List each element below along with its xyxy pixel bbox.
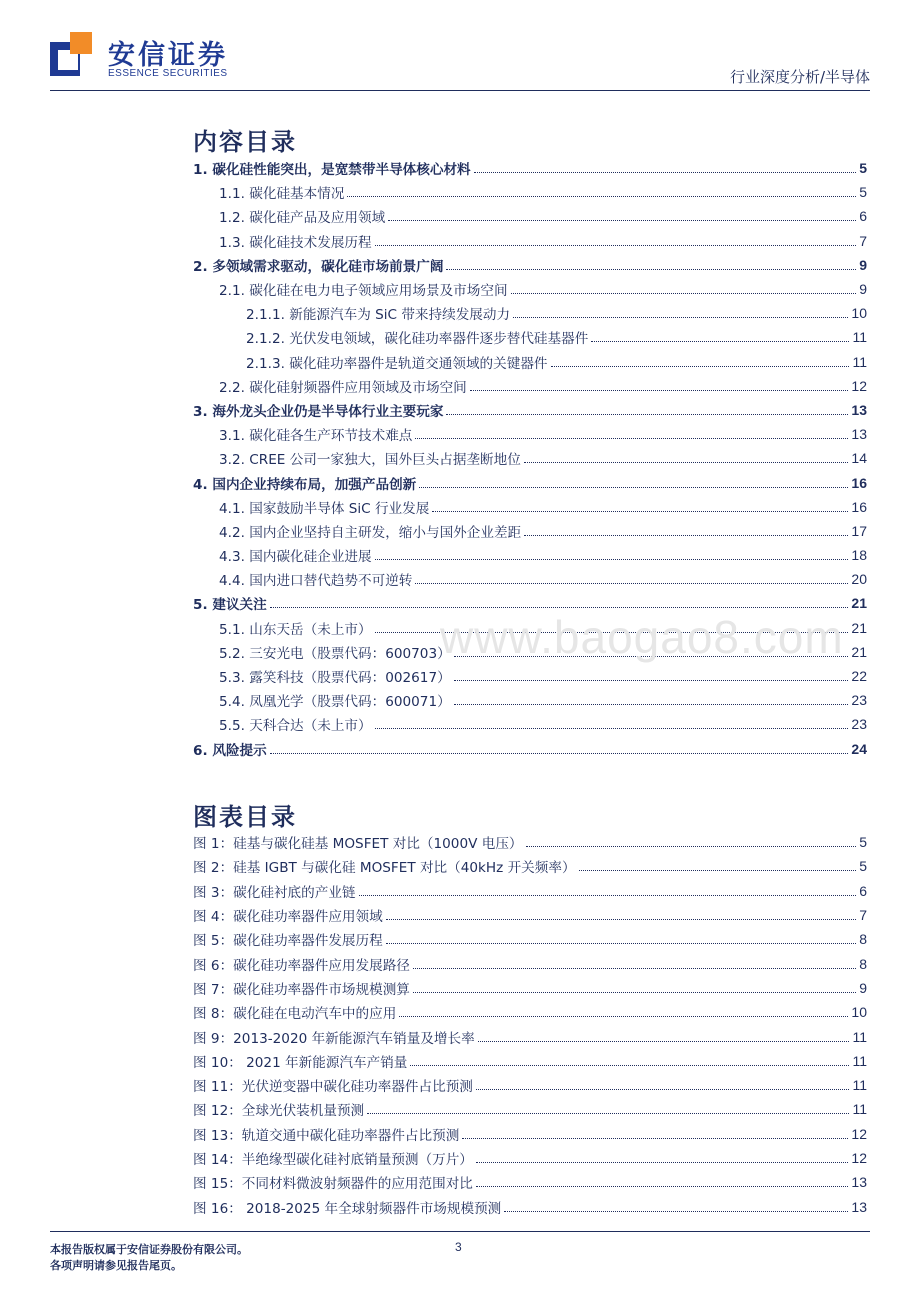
- figure-entry-page: 7: [859, 907, 867, 924]
- figure-entry-label: 图 8：碳化硅在电动汽车中的应用: [193, 1006, 397, 1023]
- toc-entry-page: 23: [851, 716, 867, 733]
- figure-entry[interactable]: [193, 927, 867, 951]
- figure-entry[interactable]: [193, 1049, 867, 1073]
- toc-entry-page: 9: [859, 256, 867, 273]
- dot-leader: [524, 534, 848, 536]
- figure-entry-page: 10: [851, 1004, 867, 1021]
- toc-list: [193, 156, 867, 761]
- dot-leader: [270, 606, 849, 608]
- figure-entry[interactable]: [193, 1170, 867, 1194]
- toc-entry-label: 1.1. 碳化硅基本情况: [219, 186, 345, 203]
- dot-leader: [386, 918, 857, 920]
- toc-entry-page: 10: [851, 305, 867, 322]
- figure-entry[interactable]: [193, 830, 867, 854]
- toc-entry-label: 5.1. 山东天岳（未上市）: [219, 621, 372, 638]
- toc-entry-label: 3.1. 碳化硅各生产环节技术难点: [219, 428, 413, 445]
- toc-entry[interactable]: [193, 374, 867, 398]
- toc-entry-label: 4.3. 国内碳化硅企业进展: [219, 549, 372, 566]
- toc-entry-label: 2. 多领域需求驱动，碳化硅市场前景广阔: [193, 258, 444, 275]
- dot-leader: [476, 1088, 850, 1090]
- toc-entry[interactable]: [193, 664, 867, 688]
- toc-entry-page: 13: [851, 426, 867, 443]
- toc-entry-page: 12: [851, 377, 867, 394]
- dot-leader: [399, 1015, 848, 1017]
- toc-entry-page: 16: [851, 498, 867, 515]
- toc-entry-page: 20: [851, 571, 867, 588]
- figure-entry-label: 图 9：2013-2020 年新能源汽车销量及增长率: [193, 1030, 475, 1047]
- toc-entry[interactable]: [193, 229, 867, 253]
- figure-entry-page: 12: [851, 1150, 867, 1166]
- dot-leader: [446, 268, 856, 270]
- figure-entry[interactable]: [193, 1073, 867, 1097]
- toc-entry[interactable]: [193, 737, 867, 761]
- figure-entry[interactable]: [193, 951, 867, 975]
- figure-entry-page: 5: [859, 834, 867, 851]
- dot-leader: [591, 340, 849, 342]
- toc-entry[interactable]: [193, 422, 867, 446]
- figure-entry[interactable]: [193, 879, 867, 903]
- toc-entry-page: 21: [851, 595, 867, 612]
- figure-entry-page: 13: [851, 1198, 867, 1215]
- toc-entry-label: 2.1.1. 新能源汽车为 SiC 带来持续发展动力: [246, 307, 511, 324]
- figure-entry-page: 12: [851, 1125, 867, 1142]
- dot-leader: [347, 195, 856, 197]
- dot-leader: [375, 727, 849, 729]
- dot-leader: [526, 845, 857, 847]
- toc-entry-page: 6: [859, 208, 867, 225]
- dot-leader: [513, 316, 848, 318]
- figure-entry-page: 11: [852, 1101, 867, 1118]
- figure-entry-label: 图 5：碳化硅功率器件发展历程: [193, 933, 383, 950]
- figure-list: [193, 830, 867, 1219]
- toc-entry[interactable]: [193, 180, 867, 204]
- toc-entry-page: 5: [859, 160, 867, 177]
- toc-entry-label: 4.1. 国家鼓励半导体 SiC 行业发展: [219, 500, 430, 517]
- figure-entry[interactable]: [193, 1122, 867, 1146]
- dot-leader: [413, 967, 856, 969]
- toc-entry-page: 5: [859, 184, 867, 201]
- figure-entry[interactable]: [193, 1024, 867, 1048]
- toc-entry-label: 2.1.2. 光伏发电领域，碳化硅功率器件逐步替代硅基器件: [246, 331, 589, 348]
- toc-entry[interactable]: [193, 712, 867, 736]
- toc-entry-page: 21: [851, 643, 867, 660]
- dot-leader: [551, 365, 850, 367]
- figure-entry-page: 6: [859, 882, 867, 899]
- toc-entry-page: 11: [852, 353, 867, 370]
- dot-leader: [375, 244, 857, 246]
- toc-entry[interactable]: [193, 519, 867, 543]
- toc-entry-label: 1.3. 碳化硅技术发展历程: [219, 234, 372, 251]
- toc-entry-label: 5.5. 天科合达（未上市）: [219, 718, 372, 735]
- logo-text-en: ESSENCE SECURITIES: [108, 68, 228, 79]
- dot-leader: [415, 437, 848, 439]
- toc-entry-label: 2.1. 碳化硅在电力电子领域应用场景及市场空间: [219, 283, 508, 300]
- figure-entry-label: 图 10： 2021 年新能源汽车产销量: [193, 1054, 408, 1071]
- logo-text-cn: 安信证券: [108, 40, 228, 71]
- figure-entry-label: 图 1：硅基与碳化硅基 MOSFET 对比（1000V 电压）: [193, 836, 523, 853]
- toc-entry[interactable]: [193, 495, 867, 519]
- figure-entry-label: 图 3：碳化硅衬底的产业链: [193, 884, 356, 901]
- toc-entry-label: 5.4. 凤凰光学（股票代码：600071）: [219, 694, 451, 711]
- figure-entry-label: 图 11：光伏逆变器中碳化硅功率器件占比预测: [193, 1079, 473, 1096]
- dot-leader: [419, 486, 848, 488]
- dot-leader: [478, 1040, 850, 1042]
- figure-entry-page: 11: [852, 1028, 867, 1045]
- toc-entry-label: 6. 风险提示: [193, 742, 267, 759]
- figure-entry-page: 8: [859, 931, 867, 948]
- toc-entry-page: 11: [852, 329, 867, 346]
- toc-entry-label: 2.2. 碳化硅射频器件应用领域及市场空间: [219, 379, 467, 396]
- toc-entry-label: 1. 碳化硅性能突出，是宽禁带半导体核心材料: [193, 162, 471, 179]
- figure-entry-page: 8: [859, 955, 867, 972]
- toc-entry-page: 22: [851, 668, 867, 685]
- figure-entry[interactable]: [193, 1146, 867, 1170]
- toc-entry[interactable]: [193, 350, 867, 374]
- toc-entry[interactable]: [193, 253, 867, 277]
- toc-entry-label: 3. 海外龙头企业仍是半导体行业主要玩家: [193, 403, 444, 420]
- figure-entry-page: 5: [859, 858, 867, 875]
- figure-list-title: 图表目录: [193, 803, 297, 831]
- figure-entry-page: 11: [852, 1052, 867, 1069]
- figure-entry-label: 图 6：碳化硅功率器件应用发展路径: [193, 957, 410, 974]
- dot-leader: [270, 752, 849, 754]
- toc-entry[interactable]: [193, 398, 867, 422]
- dot-leader: [462, 1137, 848, 1139]
- toc-entry[interactable]: [193, 156, 867, 180]
- toc-entry-page: 24: [851, 740, 867, 757]
- toc-entry-page: 18: [851, 547, 867, 564]
- page-number: 3: [455, 1240, 462, 1254]
- toc-entry-label: 4.4. 国内进口替代趋势不可逆转: [219, 573, 413, 590]
- footer-divider: [50, 1231, 870, 1232]
- dot-leader: [504, 1210, 848, 1212]
- toc-entry[interactable]: [193, 277, 867, 301]
- toc-entry[interactable]: [193, 567, 867, 591]
- toc-entry-label: 2.1.3. 碳化硅功率器件是轨道交通领域的关键器件: [246, 355, 548, 372]
- toc-title: 内容目录: [193, 128, 297, 156]
- figure-entry-label: 图 15：不同材料微波射频器件的应用范围对比: [193, 1176, 473, 1193]
- toc-entry-page: 21: [851, 619, 867, 636]
- toc-entry-label: 1.2. 碳化硅产品及应用领域: [219, 210, 386, 227]
- toc-entry-label: 4. 国内企业持续布局，加强产品创新: [193, 476, 417, 493]
- copyright-line: 本报告版权属于安信证券股份有限公司。: [50, 1243, 248, 1256]
- toc-entry-page: 9: [859, 281, 867, 298]
- dot-leader: [454, 679, 849, 681]
- dot-leader: [474, 171, 857, 173]
- dot-leader: [476, 1161, 849, 1163]
- toc-entry-page: 16: [851, 474, 867, 491]
- dot-leader: [432, 510, 848, 512]
- header-divider: [50, 90, 870, 91]
- figure-entry-page: 9: [859, 979, 867, 996]
- figure-entry-page: 13: [851, 1174, 867, 1191]
- dot-leader: [524, 461, 849, 463]
- toc-entry-label: 5.3. 露笑科技（股票代码：002617）: [219, 670, 451, 687]
- dot-leader: [413, 991, 856, 993]
- figure-entry-label: 图 7：碳化硅功率器件市场规模测算: [193, 981, 410, 998]
- toc-entry[interactable]: [193, 470, 867, 494]
- report-category: 行业深度分析/半导体: [729, 68, 870, 86]
- dot-leader: [415, 582, 848, 584]
- dot-leader: [410, 1064, 849, 1066]
- toc-entry[interactable]: [193, 688, 867, 712]
- dot-leader: [359, 894, 857, 896]
- figure-entry-label: 图 4：碳化硅功率器件应用领域: [193, 909, 383, 926]
- dot-leader: [579, 869, 857, 871]
- figure-entry-label: 图 13：轨道交通中碳化硅功率器件占比预测: [193, 1127, 460, 1144]
- figure-entry[interactable]: [193, 1000, 867, 1024]
- figure-entry-label: 图 12：全球光伏装机量预测: [193, 1103, 365, 1120]
- toc-entry-label: 3.2. CREE 公司一家独大，国外巨头占据垄断地位: [219, 452, 521, 469]
- figure-entry-label: 图 16： 2018-2025 年全球射频器件市场规模预测: [193, 1200, 502, 1217]
- figure-entry[interactable]: [193, 903, 867, 927]
- toc-entry[interactable]: [193, 446, 867, 470]
- toc-entry[interactable]: [193, 325, 867, 349]
- toc-entry-page: 17: [851, 522, 867, 539]
- dot-leader: [375, 558, 849, 560]
- watermark: www.baogao8.com: [440, 611, 844, 663]
- dot-leader: [367, 1112, 849, 1114]
- toc-entry-page: 23: [851, 692, 867, 709]
- toc-entry-page: 14: [851, 450, 867, 467]
- dot-leader: [511, 292, 857, 294]
- disclaimer-line: 各项声明请参见报告尾页。: [50, 1259, 182, 1272]
- toc-entry-page: 13: [851, 401, 867, 418]
- toc-entry[interactable]: [193, 543, 867, 567]
- toc-entry-label: 5.2. 三安光电（股票代码：600703）: [219, 645, 451, 662]
- figure-entry-label: 图 14：半绝缘型碳化硅衬底销量预测（万片）: [193, 1152, 473, 1168]
- toc-entry-label: 4.2. 国内企业坚持自主研发，缩小与国外企业差距: [219, 524, 522, 541]
- toc-entry-label: 5. 建议关注: [193, 597, 267, 614]
- dot-leader: [476, 1185, 849, 1187]
- toc-entry[interactable]: [193, 301, 867, 325]
- dot-leader: [386, 942, 857, 944]
- figure-entry[interactable]: [193, 1194, 867, 1218]
- figure-entry-page: 11: [852, 1077, 867, 1094]
- toc-entry-page: 7: [859, 232, 867, 249]
- figure-entry[interactable]: [193, 1097, 867, 1121]
- dot-leader: [470, 389, 849, 391]
- dot-leader: [446, 413, 848, 415]
- figure-entry[interactable]: [193, 854, 867, 878]
- copyright-note: [50, 1242, 248, 1274]
- dot-leader: [388, 219, 856, 221]
- dot-leader: [454, 703, 849, 705]
- figure-entry-label: 图 2：硅基 IGBT 与碳化硅 MOSFET 对比（40kHz 开关频率）: [193, 860, 576, 877]
- logo-mark: [50, 32, 94, 76]
- toc-entry[interactable]: [193, 204, 867, 228]
- figure-entry[interactable]: [193, 976, 867, 1000]
